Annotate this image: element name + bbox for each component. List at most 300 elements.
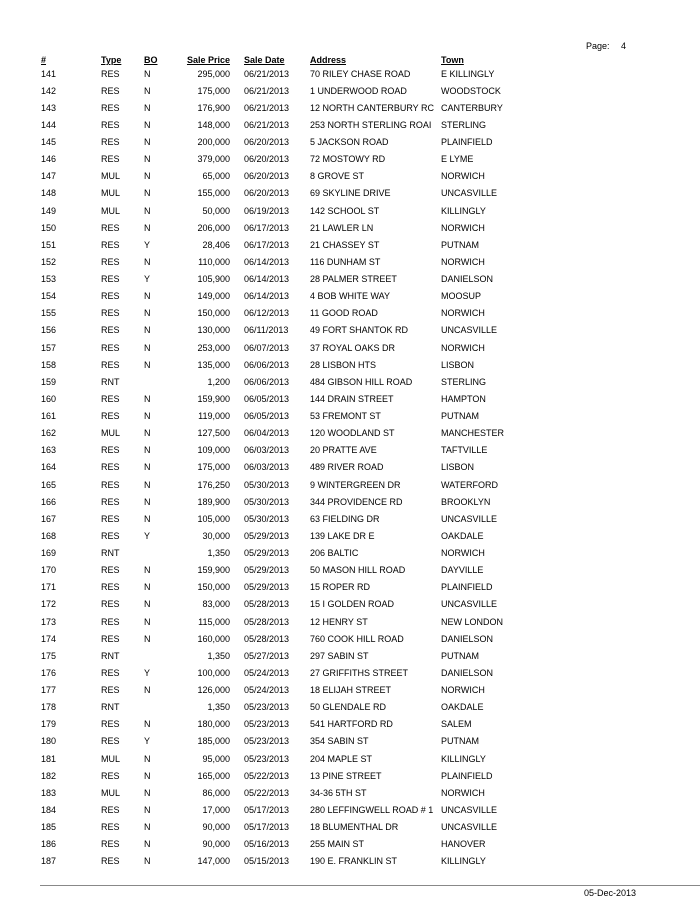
cell-sale-date: 06/20/2013 xyxy=(244,171,290,182)
cell-type: RES xyxy=(101,325,120,336)
cell-address: 190 E. FRANKLIN ST xyxy=(310,856,398,867)
cell-address: 9 WINTERGREEN DR xyxy=(310,479,401,490)
cell-number: 179 xyxy=(41,719,57,730)
cell-sale-date: 05/28/2013 xyxy=(244,616,290,627)
cell-sale-date: 05/30/2013 xyxy=(244,496,290,507)
cell-bo: N xyxy=(144,154,151,165)
cell-address: 280 LEFFINGWELL ROAD # 1 xyxy=(310,804,434,815)
cell-number: 152 xyxy=(41,256,57,267)
cell-spacer xyxy=(230,134,244,151)
cell-address: 27 GRIFFITHS STREET xyxy=(310,667,409,678)
cell-spacer xyxy=(230,356,244,373)
cell-type: RES xyxy=(101,256,120,267)
cell-bo: N xyxy=(144,171,151,182)
cell-spacer xyxy=(230,750,244,767)
cell-sale-date: 05/23/2013 xyxy=(244,736,290,747)
cell-sale-price: 165,000 xyxy=(197,770,230,781)
cell-sale-price: 95,000 xyxy=(202,753,230,764)
table-row xyxy=(38,784,521,801)
cell-sale-date: 06/17/2013 xyxy=(244,222,290,233)
cell-spacer xyxy=(230,82,244,99)
cell-number: 155 xyxy=(41,308,57,319)
cell-address: 142 SCHOOL ST xyxy=(310,205,380,216)
cell-sale-date: 05/23/2013 xyxy=(244,702,290,713)
cell-type: RES xyxy=(101,239,120,250)
cell-number: 165 xyxy=(41,479,57,490)
table-row xyxy=(38,373,521,390)
cell-spacer xyxy=(230,99,244,116)
cell-number: 180 xyxy=(41,736,57,747)
cell-bo: N xyxy=(144,411,151,422)
column-header-type: Type xyxy=(101,55,122,65)
table-row xyxy=(38,801,521,818)
cell-sale-price: 159,900 xyxy=(197,565,230,576)
cell-sale-date: 06/20/2013 xyxy=(244,137,290,148)
cell-sale-date: 05/29/2013 xyxy=(244,565,290,576)
cell-type: RES xyxy=(101,513,120,524)
cell-sale-price: 105,900 xyxy=(197,274,230,285)
cell-town: NORWICH xyxy=(441,171,485,182)
cell-bo: Y xyxy=(144,239,151,250)
cell-type: RNT xyxy=(101,376,120,387)
cell-spacer xyxy=(230,784,244,801)
cell-sale-price: 90,000 xyxy=(202,822,230,833)
cell-type: RES xyxy=(101,274,120,285)
cell-town: STERLING xyxy=(441,376,487,387)
cell-bo: Y xyxy=(144,274,151,285)
table-row xyxy=(38,202,521,219)
cell-bo xyxy=(141,699,174,716)
cell-sale-date: 06/21/2013 xyxy=(244,68,290,79)
cell-bo: N xyxy=(144,205,151,216)
cell-town: UNCASVILLE xyxy=(441,804,498,815)
table-row xyxy=(38,185,521,202)
cell-sale-price: 206,000 xyxy=(197,222,230,233)
cell-address: 12 HENRY ST xyxy=(310,616,368,627)
cell-spacer xyxy=(230,425,244,442)
cell-sale-date: 06/05/2013 xyxy=(244,393,290,404)
footer-date: 05-Dec-2013 xyxy=(584,888,637,898)
cell-town: NEW LONDON xyxy=(441,616,504,627)
cell-sale-date: 05/30/2013 xyxy=(244,479,290,490)
cell-town: LISBON xyxy=(441,462,475,473)
cell-town: WATERFORD xyxy=(441,479,498,490)
cell-type: RES xyxy=(101,633,120,644)
cell-sale-price: 175,000 xyxy=(197,462,230,473)
cell-number: 176 xyxy=(41,667,57,678)
cell-sale-date: 05/16/2013 xyxy=(244,839,290,850)
cell-sale-date: 06/05/2013 xyxy=(244,411,290,422)
cell-number: 186 xyxy=(41,839,57,850)
cell-sale-date: 05/22/2013 xyxy=(244,770,290,781)
table-row xyxy=(38,99,521,116)
cell-spacer xyxy=(230,699,244,716)
cell-spacer xyxy=(230,853,244,870)
cell-spacer xyxy=(230,65,244,82)
cell-bo: N xyxy=(144,839,151,850)
cell-type: RES xyxy=(101,496,120,507)
cell-address: 139 LAKE DR E xyxy=(310,530,375,541)
cell-sale-price: 135,000 xyxy=(197,359,230,370)
cell-type: RES xyxy=(101,102,120,113)
cell-bo: N xyxy=(144,462,151,473)
cell-number: 166 xyxy=(41,496,57,507)
cell-sale-price: 180,000 xyxy=(197,719,230,730)
cell-bo: N xyxy=(144,565,151,576)
cell-sale-date: 06/20/2013 xyxy=(244,188,290,199)
cell-address: 489 RIVER ROAD xyxy=(310,462,384,473)
table-row xyxy=(38,476,521,493)
cell-sale-price: 17,000 xyxy=(202,804,230,815)
cell-spacer xyxy=(230,733,244,750)
table-row xyxy=(38,151,521,168)
cell-town: DANIELSON xyxy=(441,633,494,644)
cell-type: RES xyxy=(101,445,120,456)
cell-town: HAMPTON xyxy=(441,393,486,404)
cell-town: UNCASVILLE xyxy=(441,822,498,833)
column-header-bo: BO xyxy=(144,55,158,65)
cell-spacer xyxy=(230,562,244,579)
cell-bo xyxy=(141,373,174,390)
sales-table xyxy=(38,51,521,870)
column-header-sale-date: Sale Date xyxy=(244,55,285,65)
cell-number: 160 xyxy=(41,393,57,404)
cell-sale-date: 05/28/2013 xyxy=(244,599,290,610)
cell-type: RES xyxy=(101,685,120,696)
cell-spacer xyxy=(230,408,244,425)
cell-sale-price: 200,000 xyxy=(197,137,230,148)
cell-number: 174 xyxy=(41,633,57,644)
cell-town: NORWICH xyxy=(441,787,485,798)
cell-sale-date: 06/14/2013 xyxy=(244,256,290,267)
cell-type: MUL xyxy=(101,753,121,764)
cell-town: NORWICH xyxy=(441,222,485,233)
cell-bo: N xyxy=(144,85,151,96)
cell-sale-date: 05/28/2013 xyxy=(244,633,290,644)
cell-sale-price: 28,406 xyxy=(202,239,230,250)
table-row xyxy=(38,459,521,476)
cell-address: 34-36 5TH ST xyxy=(310,787,367,798)
cell-type: MUL xyxy=(101,787,121,798)
cell-type: RES xyxy=(101,393,120,404)
cell-address: 12 NORTH CANTERBURY RC xyxy=(310,102,435,113)
cell-number: 156 xyxy=(41,325,57,336)
cell-spacer xyxy=(230,151,244,168)
cell-sale-price: 185,000 xyxy=(197,736,230,747)
cell-number: 171 xyxy=(41,582,57,593)
cell-town: DAYVILLE xyxy=(441,565,484,576)
cell-spacer xyxy=(230,390,244,407)
cell-town: CANTERBURY xyxy=(441,102,503,113)
cell-address: 53 FREMONT ST xyxy=(310,411,381,422)
cell-spacer xyxy=(230,510,244,527)
cell-number: 177 xyxy=(41,685,57,696)
table-row xyxy=(38,271,521,288)
cell-address: 63 FIELDING DR xyxy=(310,513,380,524)
table-row xyxy=(38,236,521,253)
cell-number: 185 xyxy=(41,822,57,833)
cell-bo: N xyxy=(144,137,151,148)
cell-number: 149 xyxy=(41,205,57,216)
cell-spacer xyxy=(230,630,244,647)
cell-address: 255 MAIN ST xyxy=(310,839,365,850)
cell-spacer xyxy=(230,459,244,476)
cell-sale-price: 50,000 xyxy=(202,205,230,216)
cell-town: PUTNAM xyxy=(441,239,479,250)
cell-bo: N xyxy=(144,291,151,302)
cell-spacer xyxy=(230,682,244,699)
cell-bo: N xyxy=(144,445,151,456)
cell-bo: N xyxy=(144,308,151,319)
cell-sale-price: 149,000 xyxy=(197,291,230,302)
cell-number: 158 xyxy=(41,359,57,370)
cell-number: 164 xyxy=(41,462,57,473)
cell-sale-price: 150,000 xyxy=(197,308,230,319)
cell-address: 253 NORTH STERLING ROAI xyxy=(310,119,432,130)
cell-address: 15 ROPER RD xyxy=(310,582,371,593)
cell-bo: N xyxy=(144,599,151,610)
cell-spacer xyxy=(230,253,244,270)
column-header-sale-price: Sale Price xyxy=(186,55,230,65)
cell-number: 143 xyxy=(41,102,57,113)
table-header-row xyxy=(38,51,521,65)
cell-type: RNT xyxy=(101,548,120,559)
cell-bo: N xyxy=(144,633,151,644)
cell-town: MANCHESTER xyxy=(441,428,505,439)
cell-spacer xyxy=(230,801,244,818)
table-row xyxy=(38,664,521,681)
cell-town: E KILLINGLY xyxy=(441,68,495,79)
cell-sale-date: 05/24/2013 xyxy=(244,685,290,696)
cell-spacer xyxy=(230,339,244,356)
cell-type: RES xyxy=(101,411,120,422)
table-row xyxy=(38,819,521,836)
cell-number: 145 xyxy=(41,137,57,148)
cell-bo: N xyxy=(144,787,151,798)
cell-type: RES xyxy=(101,308,120,319)
cell-type: RES xyxy=(101,119,120,130)
cell-address: 28 PALMER STREET xyxy=(310,274,397,285)
cell-bo: N xyxy=(144,856,151,867)
cell-spacer xyxy=(230,596,244,613)
cell-sale-price: 379,000 xyxy=(197,154,230,165)
cell-spacer xyxy=(230,305,244,322)
cell-number: 175 xyxy=(41,650,57,661)
table-row xyxy=(38,699,521,716)
cell-type: RES xyxy=(101,530,120,541)
cell-sale-date: 06/19/2013 xyxy=(244,205,290,216)
cell-number: 148 xyxy=(41,188,57,199)
cell-sale-date: 06/14/2013 xyxy=(244,274,290,285)
cell-type: RES xyxy=(101,736,120,747)
cell-sale-price: 65,000 xyxy=(202,171,230,182)
cell-type: RES xyxy=(101,582,120,593)
cell-sale-date: 05/30/2013 xyxy=(244,513,290,524)
cell-sale-price: 159,900 xyxy=(197,393,230,404)
cell-sale-price: 176,900 xyxy=(197,102,230,113)
cell-type: RES xyxy=(101,822,120,833)
table-row xyxy=(38,219,521,236)
cell-bo: Y xyxy=(144,736,151,747)
cell-spacer xyxy=(230,664,244,681)
cell-bo: N xyxy=(144,359,151,370)
cell-town: MOOSUP xyxy=(441,291,482,302)
cell-sale-price: 30,000 xyxy=(202,530,230,541)
cell-sale-date: 06/03/2013 xyxy=(244,462,290,473)
cell-spacer xyxy=(230,442,244,459)
cell-number: 172 xyxy=(41,599,57,610)
cell-address: 5 JACKSON ROAD xyxy=(310,137,389,148)
cell-type: MUL xyxy=(101,205,121,216)
cell-sale-date: 05/15/2013 xyxy=(244,856,290,867)
cell-sale-date: 06/14/2013 xyxy=(244,291,290,302)
cell-address: 28 LISBON HTS xyxy=(310,359,377,370)
cell-address: 50 GLENDALE RD xyxy=(310,702,387,713)
cell-spacer xyxy=(230,202,244,219)
cell-sale-price: 109,000 xyxy=(197,445,230,456)
cell-spacer xyxy=(230,185,244,202)
table-row xyxy=(38,305,521,322)
cell-address: 1 UNDERWOOD ROAD xyxy=(310,85,407,96)
cell-address: 4 BOB WHITE WAY xyxy=(310,291,391,302)
cell-spacer xyxy=(230,647,244,664)
cell-sale-price: 1,200 xyxy=(207,376,230,387)
cell-spacer xyxy=(230,527,244,544)
cell-sale-date: 06/11/2013 xyxy=(244,325,289,336)
cell-spacer xyxy=(230,116,244,133)
cell-spacer xyxy=(230,493,244,510)
table-row xyxy=(38,65,521,82)
cell-type: RES xyxy=(101,359,120,370)
cell-sale-price: 175,000 xyxy=(197,85,230,96)
cell-address: 50 MASON HILL ROAD xyxy=(310,565,406,576)
cell-type: RNT xyxy=(101,650,120,661)
cell-sale-price: 1,350 xyxy=(207,548,230,559)
cell-town: UNCASVILLE xyxy=(441,513,498,524)
cell-town: UNCASVILLE xyxy=(441,599,498,610)
table-row xyxy=(38,716,521,733)
cell-address: 116 DUNHAM ST xyxy=(310,256,381,267)
cell-sale-date: 05/27/2013 xyxy=(244,650,290,661)
cell-number: 170 xyxy=(41,565,57,576)
cell-type: RES xyxy=(101,599,120,610)
cell-spacer xyxy=(230,168,244,185)
cell-type: RES xyxy=(101,804,120,815)
table-row xyxy=(38,579,521,596)
cell-type: RES xyxy=(101,856,120,867)
cell-spacer xyxy=(230,716,244,733)
cell-type: RES xyxy=(101,342,120,353)
table-row xyxy=(38,356,521,373)
cell-bo: N xyxy=(144,222,151,233)
cell-sale-date: 06/03/2013 xyxy=(244,445,290,456)
table-row xyxy=(38,82,521,99)
table-row xyxy=(38,545,521,562)
cell-spacer xyxy=(230,236,244,253)
cell-type: RNT xyxy=(101,702,120,713)
cell-town: NORWICH xyxy=(441,308,485,319)
cell-address: 120 WOODLAND ST xyxy=(310,428,395,439)
cell-town: LISBON xyxy=(441,359,475,370)
cell-type: RES xyxy=(101,839,120,850)
cell-sale-date: 05/24/2013 xyxy=(244,667,290,678)
cell-address: 144 DRAIN STREET xyxy=(310,393,394,404)
cell-number: 163 xyxy=(41,445,57,456)
cell-bo: N xyxy=(144,325,151,336)
cell-bo: N xyxy=(144,822,151,833)
cell-address: 484 GIBSON HILL ROAD xyxy=(310,376,413,387)
cell-bo: N xyxy=(144,102,151,113)
cell-number: 142 xyxy=(41,85,57,96)
cell-address: 69 SKYLINE DRIVE xyxy=(310,188,391,199)
cell-bo: N xyxy=(144,513,151,524)
cell-bo xyxy=(141,545,174,562)
cell-address: 344 PROVIDENCE RD xyxy=(310,496,403,507)
cell-sale-price: 86,000 xyxy=(202,787,230,798)
table-row xyxy=(38,339,521,356)
cell-town: KILLINGLY xyxy=(441,753,486,764)
cell-number: 184 xyxy=(41,804,57,815)
cell-number: 183 xyxy=(41,787,57,798)
table-row xyxy=(38,767,521,784)
cell-number: 169 xyxy=(41,548,57,559)
cell-number: 153 xyxy=(41,274,57,285)
cell-number: 181 xyxy=(41,753,57,764)
cell-sale-date: 05/22/2013 xyxy=(244,787,290,798)
cell-town: PLAINFIELD xyxy=(441,137,493,148)
cell-type: RES xyxy=(101,565,120,576)
cell-type: RES xyxy=(101,462,120,473)
cell-bo: N xyxy=(144,753,151,764)
cell-sale-price: 189,900 xyxy=(197,496,230,507)
cell-sale-price: 160,000 xyxy=(197,633,230,644)
cell-bo xyxy=(141,647,174,664)
cell-sale-date: 06/07/2013 xyxy=(244,342,290,353)
cell-address: 72 MOSTOWY RD xyxy=(310,154,386,165)
cell-sale-price: 148,000 xyxy=(197,119,230,130)
column-header-town: Town xyxy=(441,55,464,65)
cell-town: NORWICH xyxy=(441,256,485,267)
cell-sale-date: 06/12/2013 xyxy=(244,308,290,319)
cell-sale-date: 05/17/2013 xyxy=(244,804,290,815)
cell-town: PLAINFIELD xyxy=(441,582,493,593)
cell-town: SALEM xyxy=(441,719,472,730)
cell-spacer xyxy=(230,288,244,305)
table-row xyxy=(38,116,521,133)
cell-address: 70 RILEY CHASE ROAD xyxy=(310,68,411,79)
cell-sale-price: 1,350 xyxy=(207,702,230,713)
table-row xyxy=(38,630,521,647)
cell-sale-date: 06/06/2013 xyxy=(244,376,290,387)
cell-bo: N xyxy=(144,685,151,696)
cell-address: 18 BLUMENTHAL DR xyxy=(310,822,399,833)
cell-type: RES xyxy=(101,85,120,96)
cell-town: HANOVER xyxy=(441,839,486,850)
cell-address: 354 SABIN ST xyxy=(310,736,369,747)
cell-town: PUTNAM xyxy=(441,411,479,422)
cell-address: 760 COOK HILL ROAD xyxy=(310,633,404,644)
cell-bo: N xyxy=(144,342,151,353)
cell-sale-date: 06/21/2013 xyxy=(244,119,290,130)
cell-number: 154 xyxy=(41,291,57,302)
cell-town: KILLINGLY xyxy=(441,856,486,867)
cell-number: 178 xyxy=(41,702,57,713)
cell-bo: N xyxy=(144,616,151,627)
table-row xyxy=(38,750,521,767)
cell-sale-price: 119,000 xyxy=(198,411,230,422)
cell-town: OAKDALE xyxy=(441,530,484,541)
cell-town: STERLING xyxy=(441,119,487,130)
